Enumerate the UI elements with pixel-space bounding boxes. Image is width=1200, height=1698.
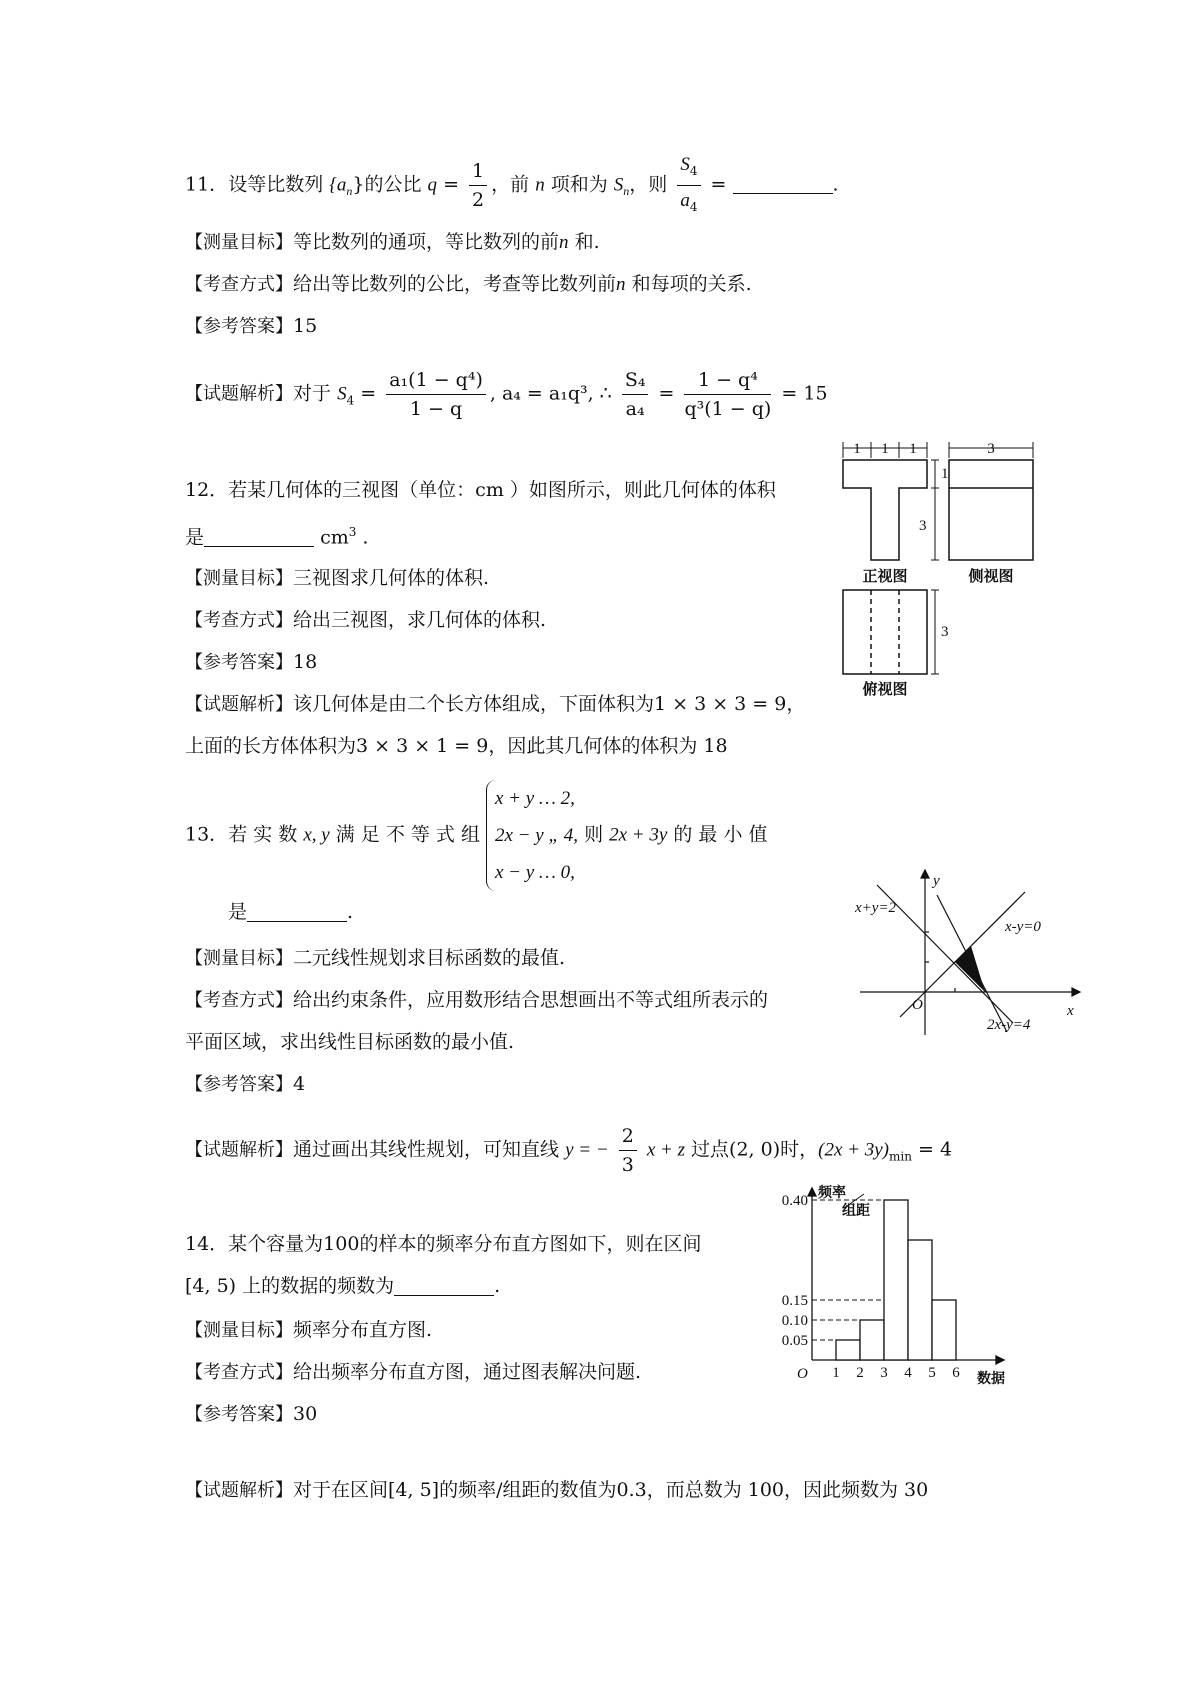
q11-answer-blank — [733, 173, 833, 194]
q13-answer: 【参考答案】4 — [185, 1073, 306, 1095]
q13-goal: 【测量目标】二元线性规划求目标函数的最值. — [185, 947, 566, 969]
histogram-x-tick: 2 — [856, 1365, 864, 1381]
q14-method: 【考查方式】给出频率分布直方图，通过图表解决问题. — [185, 1361, 642, 1383]
q12-analysis-line1: 【试题解析】该几何体是由二个长方体组成，下面体积为1 × 3 × 3 = 9， — [185, 693, 806, 715]
q14-answer: 【参考答案】30 — [185, 1403, 318, 1425]
linear-programming-figure — [855, 865, 1085, 1040]
q11-goal: 【测量目标】等比数列的通项，等比数列的前n 和. — [185, 231, 600, 253]
q14-analysis: 【试题解析】对于在区间[4, 5]的频率/组距的数值为0.3，而总数为 100，因此频数为 30 — [185, 1479, 929, 1501]
three-view-figure — [835, 438, 1040, 700]
q14-question-line1: 14．某个容量为100的样本的频率分布直方图如下，则在区间 — [185, 1233, 702, 1255]
q11-answer: 【参考答案】15 — [185, 315, 318, 337]
q12-method: 【考查方式】给出三视图，求几何体的体积. — [185, 609, 547, 631]
histogram-y-tick: 0.40 — [781, 1193, 808, 1209]
q11-analysis: 【试题解析】对于 $S_4$ = $\frac{\text{a₁(1 − q⁴)}}{1 - q}$ , a₄ = a₁q³, ∴ $\frac{\text{S₄}}{\text{a₄}}$ = $\frac{\text{1 − q⁴}}{\text{q³(1 − q)}}$ = 15 — [185, 369, 828, 420]
histogram-y-tick: 0.10 — [781, 1313, 808, 1329]
histogram-x-tick: 1 — [832, 1365, 840, 1381]
q11-q-fraction: $\frac{1}{2}$ — [469, 159, 487, 212]
q12-question-line1: 12．若某几何体的三视图（单位：cm ）如图所示，则此几何体的体积 — [185, 479, 776, 501]
histogram-x-tick: 4 — [904, 1365, 912, 1381]
histogram-bar — [908, 1240, 932, 1360]
line-label-x-plus-y: x+y=2 — [855, 900, 897, 916]
histogram-x-tick: 6 — [952, 1365, 960, 1381]
q13-answer-blank — [247, 901, 347, 922]
height-dim-top: 1 — [941, 466, 949, 482]
q13-analysis: 【试题解析】通过画出其线性规划，可知直线 y = − $\frac{2}{3}$ x + z 过点(2, 0)时，$(2x + 3y)_{min} = 4$ — [185, 1125, 953, 1176]
histogram-ylabel-1: 频率 — [818, 1185, 846, 1201]
histogram-x-tick: 5 — [928, 1365, 936, 1381]
q11-question: 11．设等比数列 $\{a_n\}$的公比 q = $\frac{1}{2}$ ，前 n 项和为 $S_n$，则 $\frac{S_4}{a_4}$ = . — [185, 152, 839, 219]
histogram-y-tick: 0.15 — [781, 1293, 808, 1309]
height-dim-bottom: 3 — [919, 518, 927, 534]
q11-method: 【考查方式】给出等比数列的公比，考查等比数列前n 和每项的关系. — [185, 273, 752, 295]
axis-y-label: y — [933, 873, 940, 889]
q13-question: 13．若 实 数 x, y 满 足 不 等 式 组 x + y … 2, 2x − y „ 4, x − y … 0, 则 2x + 3y 的 最 小 值 — [185, 780, 767, 891]
line-label-2x-minus-y: 2x-y=4 — [987, 1017, 1031, 1033]
line-label-x-minus-y: x-y=0 — [1005, 919, 1041, 935]
axis-x-label: x — [1067, 1003, 1074, 1019]
q11-analysis-fraction-1: $\frac{\text{a₁(1 − q⁴)}}{1 - q}$ — [386, 368, 486, 421]
q14-question-line2: [4, 5) 上的数据的频数为 . — [185, 1275, 501, 1297]
q11-analysis-fraction-2: $\frac{\text{S₄}}{\text{a₄}}$ — [622, 368, 649, 421]
histogram-bar — [932, 1300, 956, 1360]
q11-analysis-fraction-3: $\frac{\text{1 − q⁴}}{\text{q³(1 − q)}}$ — [684, 369, 772, 420]
frequency-histogram — [772, 1180, 1012, 1392]
q13-analysis-fraction: $\frac{2}{3}$ — [619, 1124, 637, 1177]
histogram-origin: O — [797, 1366, 808, 1382]
q12-answer-blank — [204, 526, 314, 547]
q12-goal: 【测量目标】三视图求几何体的体积. — [185, 567, 490, 589]
front-view-label: 正视图 — [862, 567, 908, 585]
q12-question-line2: 是 $cm^3$ . — [185, 525, 369, 549]
side-view-label: 侧视图 — [968, 567, 1014, 585]
top-view-label: 俯视图 — [862, 680, 908, 698]
q13-method: 【考查方式】给出约束条件，应用数形结合思想画出不等式组所表示的 — [185, 989, 769, 1011]
front-dim-3: 1 — [909, 441, 917, 457]
side-dim-top: 3 — [987, 441, 995, 457]
q12-analysis-line2: 上面的长方体体积为3 × 3 × 1 = 9，因此其几何体的体积为 18 — [185, 735, 728, 757]
q13-method-line2: 平面区域，求出线性目标函数的最小值. — [185, 1031, 515, 1053]
origin-label: O — [912, 997, 923, 1013]
histogram-bar — [836, 1340, 860, 1360]
front-dim-1: 1 — [853, 441, 861, 457]
histogram-bar — [884, 1200, 908, 1360]
q11-s4-a4-fraction: $\frac{S_4}{a_4}$ — [677, 152, 700, 219]
front-dim-2: 1 — [881, 441, 889, 457]
top-view-dim: 3 — [941, 624, 949, 640]
q14-goal: 【测量目标】频率分布直方图. — [185, 1319, 433, 1341]
histogram-y-tick: 0.05 — [781, 1333, 808, 1349]
q12-answer: 【参考答案】18 — [185, 651, 318, 673]
histogram-x-tick: 3 — [880, 1365, 888, 1381]
q13-question-line2: 是 . — [228, 901, 354, 923]
q13-inequality-system: x + y … 2, 2x − y „ 4, x − y … 0, — [486, 780, 578, 891]
q14-answer-blank — [394, 1275, 494, 1296]
histogram-ylabel-2: 组距 — [842, 1203, 870, 1219]
histogram-bar — [860, 1320, 884, 1360]
histogram-xlabel: 数据 — [977, 1371, 1005, 1387]
